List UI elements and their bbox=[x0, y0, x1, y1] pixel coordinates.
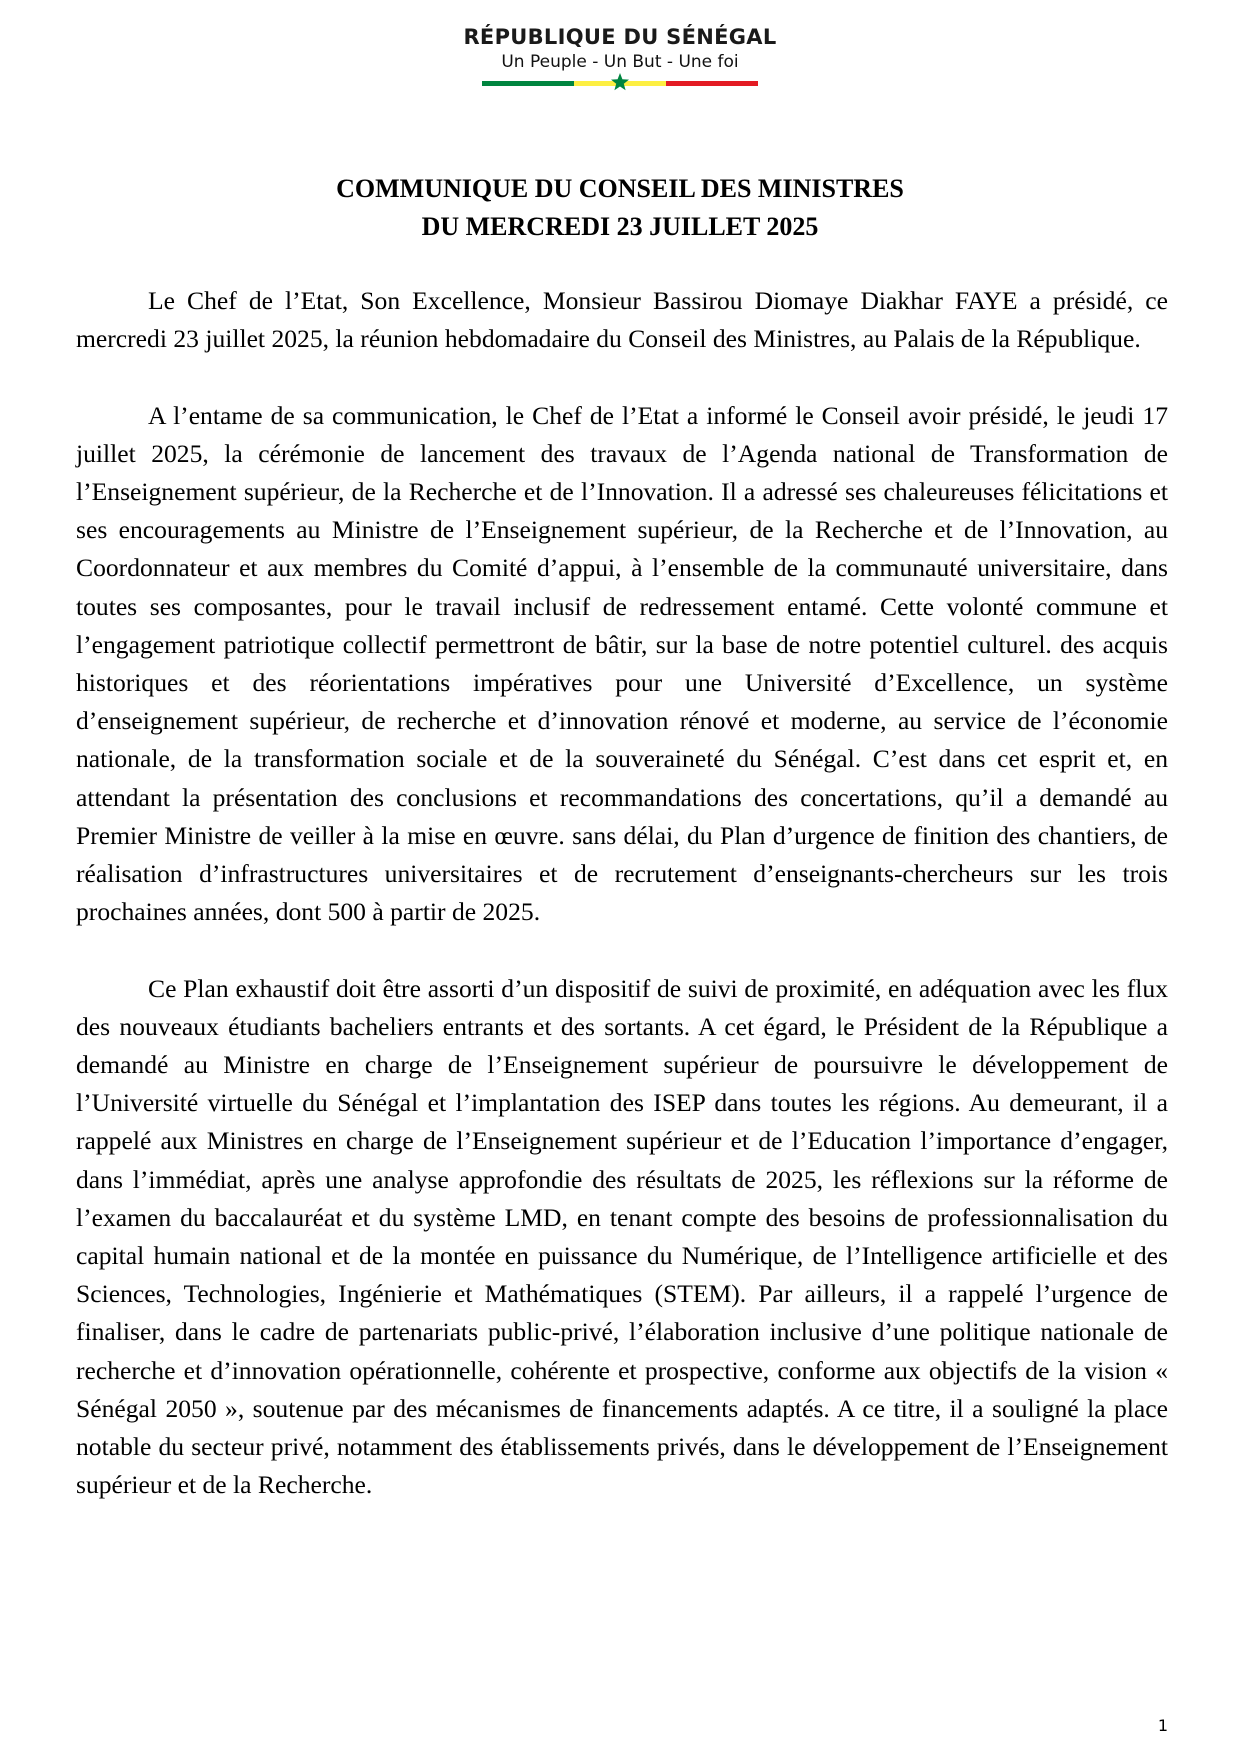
letterhead bbox=[0, 24, 1240, 88]
paragraph-3: Ce Plan exhaustif doit être assorti d’un dispositif de suivi de proximité, en adéquation avec les flux des nouveaux étudiants bacheliers entrants et des sortants. A cet égard, le Président de la République a demandé au Ministre en charge de l’Enseignement supérieur de poursuivre le développement de l’Université virtuelle du Sénégal et l’implantation des ISEP dans toutes les régions. Au demeurant, il a rappelé aux Ministres en charge de l’Enseignement supérieur et de l’Education l’importance d’engager, dans l’immédiat, après une analyse approfondie des résultats de 2025, les réflexions sur la réforme de l’examen du baccalauréat et du système LMD, en tenant compte des besoins de professionnalisation du capital humain national et de la montée en puissance du Numérique, de l’Intelligence artificielle et des Sciences, Technologies, Ingénierie et Mathématiques (STEM). Par ailleurs, il a rappelé l’urgence de finaliser, dans le cadre de partenariats public-privé, l’élaboration inclusive d’une politique nationale de recherche et d’innovation opérationnelle, cohérente et prospective, conforme aux objectifs de la vision « Sénégal 2050 », soutenue par des mécanismes de financements adaptés. A ce titre, il a souligné la place notable du secteur privé, notamment des établissements privés, dans le développement de l’Enseignement supérieur et de la Recherche. bbox=[76, 973, 1168, 1500]
document-title bbox=[0, 170, 1240, 246]
flag-red-band bbox=[666, 81, 758, 86]
flag-bar bbox=[482, 78, 758, 88]
page-number: 1 bbox=[1157, 1716, 1168, 1735]
flag-green-band bbox=[482, 81, 574, 86]
country-name: RÉPUBLIQUE DU SÉNÉGAL bbox=[463, 25, 777, 49]
paragraph-1: Le Chef de l’Etat, Son Excellence, Monsieur Bassirou Diomaye Diakhar FAYE a présidé, ce mercredi 23 juillet 2025, la réunion hebdomadaire du Conseil des Ministres, au Palais de la République. bbox=[76, 286, 1168, 354]
title-line-1: COMMUNIQUE DU CONSEIL DES MINISTRES bbox=[336, 174, 904, 203]
title-line-2: DU MERCREDI 23 JUILLET 2025 bbox=[421, 212, 819, 241]
paragraph-2: A l’entame de sa communication, le Chef de l’Etat a informé le Conseil avoir présidé, le jeudi 17 juillet 2025, la cérémonie de lancement des travaux de l’Agenda national de Transformation de l’Enseignement supérieur, de la Recherche et de l’Innovation. Il a adressé ses chaleureuses félicitations et ses encouragements au Ministre de l’Enseignement supérieur, de la Recherche et de l’Innovation, au Coordonnateur et aux membres du Comité d’appui, à l’ensemble de la communauté universitaire, dans toutes ses composantes, pour le travail inclusif de redressement entamé. Cette volonté commune et l’engagement patriotique collectif permettront de bâtir, sur la base de notre potentiel culturel. des acquis historiques et des réorientations impératives pour une Université d’Excellence, un système d’enseignement supérieur, de recherche et d’innovation rénové et moderne, au service de l’économie nationale, de la transformation sociale et de la souveraineté du Sénégal. C’est dans cet esprit et, en attendant la présentation des conclusions et recommandations des concertations, qu’il a demandé au Premier Ministre de veiller à la mise en œuvre. sans délai, du Plan d’urgence de finition des chantiers, de réalisation d’infrastructures universitaires et de recrutement d’enseignants-chercheurs sur les trois prochaines années, dont 500 à partir de 2025. bbox=[76, 400, 1168, 927]
document-body bbox=[76, 282, 1168, 1543]
national-motto: Un Peuple - Un But - Une foi bbox=[501, 52, 739, 72]
green-star-icon bbox=[610, 72, 630, 92]
